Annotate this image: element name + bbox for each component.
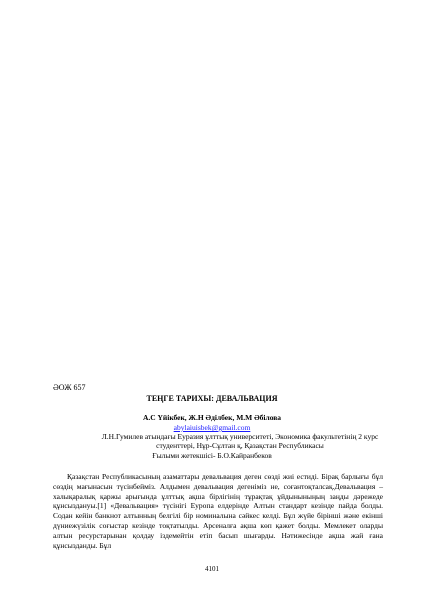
udc-code: ӘОЖ 657	[53, 383, 86, 392]
author-email-link[interactable]: abylaiuisbek@gmail.com	[173, 423, 251, 432]
author-list: А.С Үйікбек, Ж.Н Әділбек, М.М Әбілова	[142, 413, 282, 422]
article-title: ТЕҢГЕ ТАРИХЫ: ДЕВАЛЬВАЦИЯ	[146, 394, 278, 403]
author-affiliation: Л.Н.Гумилев атындағы Еуразия ұлттық университеті, Экономика факультетінің 2 курс студенттері, Нұр-Сұлтан қ, Қазақстан Республикасы	[101, 432, 379, 450]
body-paragraph: Қазақстан Республикасының азаматтары девальвация деген сөзді жиі естиді. Бірақ барлығы бұл сөздің мағынасын түсінбейміз. Алдымен девальвация дегеніміз не, соғантоқталсақ.Девальвация – халықаралық қаржы арығында ұлттық ақша бірлігінің тұрақтақ ұйдыныныңың заңды дәрежеде құнсыздануы.[1] «Девальвация» түсінігі Еуропа елдерінде Алтын стандарт кезінде пайда болды. Содан кейін банкнот алтынның белгілі бір номиналына сәйкес келді. Бұл жүйе бірінші және екінші дүниежүзілік соғыстар кезінде тоқтатылды. Арсеналға ақша көп қажет болды. Мемлекет оларды алтын ресурстарынан қолдау іздемейтін етіп басып шығарды. Нәтижесінде ақша жай ғана құнсызданды. Бұл	[53, 472, 383, 550]
page-number: 4101	[205, 565, 219, 573]
scientific-supervisor: Ғылыми жетекшісі- Б.О.Кайранбеков	[152, 451, 272, 460]
